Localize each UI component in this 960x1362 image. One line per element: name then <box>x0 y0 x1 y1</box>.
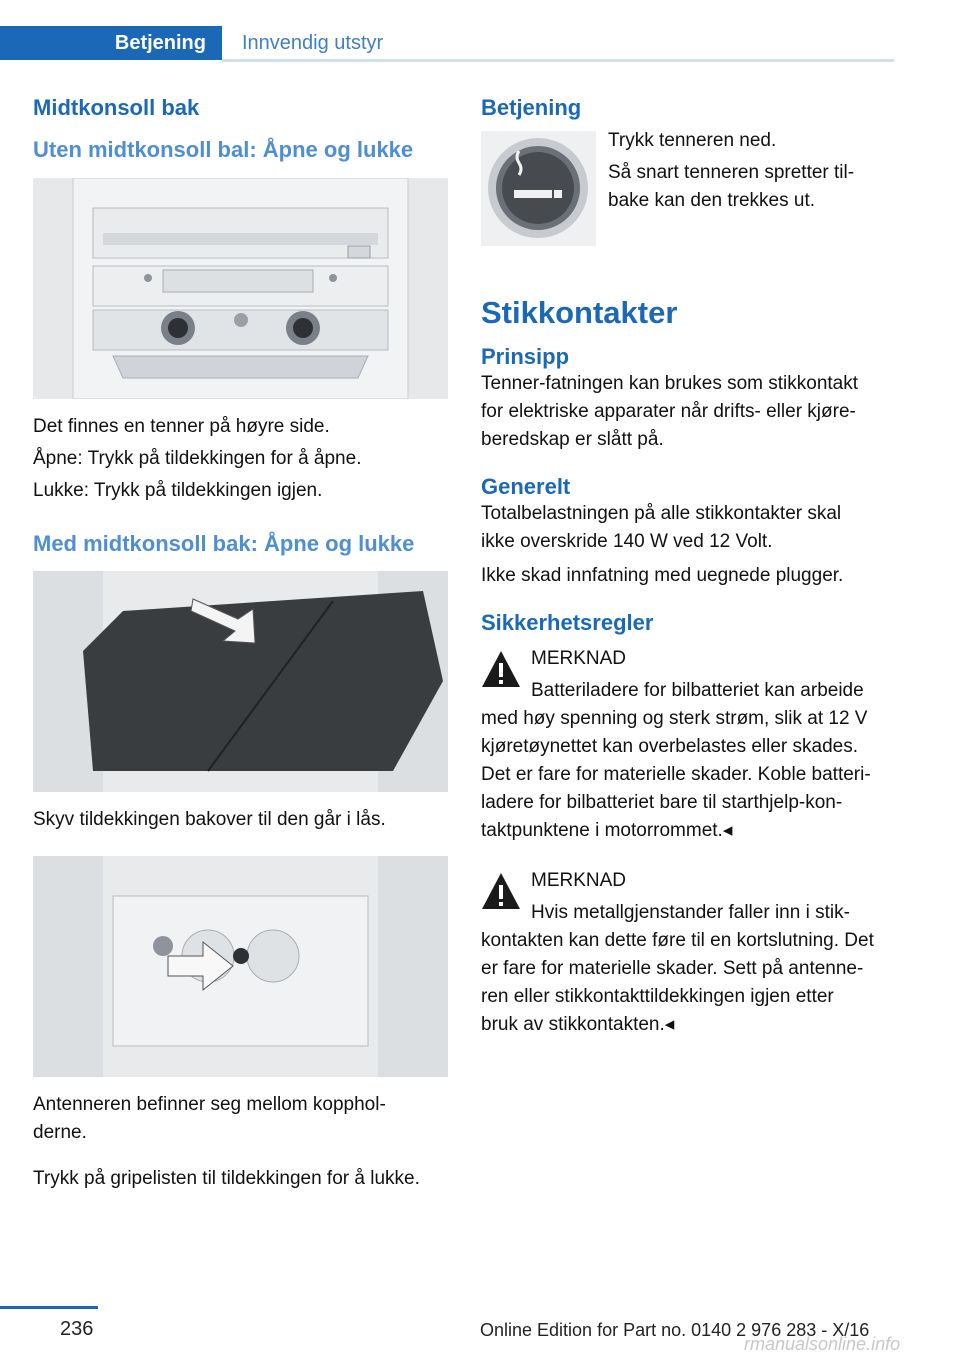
title-prinsipp: Prinsipp <box>481 343 570 369</box>
rear-console-image-1 <box>33 178 448 399</box>
rear-console-image-2 <box>33 571 448 792</box>
header-tabbar <box>0 26 894 62</box>
operation-block <box>481 131 895 246</box>
warning-triangle-icon <box>481 649 521 689</box>
warning-text-line: kontakten kan dette føre til en kortslutning. Det <box>481 929 874 951</box>
footer-rule <box>0 1306 98 1309</box>
tab-betjening[interactable]: Betjening <box>0 26 222 60</box>
text-close-grip: Trykk på gripelisten til tildekkingen for å lukke. <box>33 1168 420 1190</box>
warning-text-line: Det er fare for materielle skader. Koble batteri- <box>481 763 871 785</box>
footer-edition: Online Edition for Part no. 0140 2 976 283 - X/16 <box>480 1320 870 1340</box>
text-general-3: Ikke skad innfatning med uegnede plugger. <box>481 565 844 587</box>
text-pull-out-1: Så snart tenneren spretter til- <box>608 162 855 184</box>
warning-text-first: Batteriladere for bilbatteriet kan arbeide <box>531 679 864 701</box>
rear-console-illustration <box>33 178 448 399</box>
warning-label: MERKNAD <box>531 869 627 891</box>
text-lighter-location-2: derne. <box>33 1122 87 1144</box>
warning-text-line: kjøretøynettet kan overbelastes eller skades. <box>481 735 859 757</box>
title-stikkontakter: Stikkontakter <box>481 295 678 331</box>
warning-text-first: Hvis metallgjenstander faller inn i stik- <box>531 901 850 923</box>
watermark: rmanualsonline.info <box>744 1334 901 1354</box>
warning-text-line: er fare for materielle skader. Sett på antenne- <box>481 957 864 979</box>
warning-text-line: taktpunktene i motorrommet.◂ <box>481 819 733 841</box>
warning-text-line: ladere for bilbatteriet bare til starthjelp-kon- <box>481 791 843 813</box>
warning-label: MERKNAD <box>531 647 627 669</box>
title-operation: Betjening <box>481 95 582 120</box>
tab-underline <box>222 59 894 62</box>
warning-text-line: bruk av stikkontakten.◂ <box>481 1013 675 1035</box>
warning-block-2 <box>481 867 895 1039</box>
title-generelt: Generelt <box>481 473 571 499</box>
operation-text <box>608 127 854 246</box>
text-general-2: ikke overskride 140 W ved 12 Volt. <box>481 531 773 553</box>
cupholder-illustration <box>33 856 448 1077</box>
section-title-midtkonsoll: Midtkonsoll bak <box>33 95 200 120</box>
lighter-image <box>481 131 596 246</box>
right-column <box>481 95 895 1039</box>
lighter-icon <box>481 131 596 246</box>
title-sikkerhetsregler: Sikkerhetsregler <box>481 610 654 636</box>
left-column <box>33 95 448 1193</box>
warning-block-1 <box>481 645 895 845</box>
text-principle-1: Tenner-fatningen kan brukes som stikkontakt <box>481 372 859 394</box>
rear-console-image-3 <box>33 856 448 1077</box>
text-slide-cover: Skyv tildekkingen bakover til den går i lås. <box>33 809 386 831</box>
text-general-1: Totalbelastningen på alle stikkontakter skal <box>481 503 842 525</box>
text-press-lighter: Trykk tenneren ned. <box>608 130 777 152</box>
warning-text-line: med høy spenning og sterk strøm, slik at 12 V <box>481 707 868 729</box>
console-cover-illustration <box>33 571 448 792</box>
text-open: Åpne: Trykk på tildekkingen for å åpne. <box>33 447 362 469</box>
text-lighter-location-1: Antenneren befinner seg mellom kopphol- <box>33 1094 386 1116</box>
text-principle-2: for elektriske apparater når drifts- eller kjøre- <box>481 400 856 422</box>
subtitle-with-console: Med midtkonsoll bak: Åpne og lukke <box>33 530 415 556</box>
subtitle-without-console: Uten midtkonsoll bal: Åpne og lukke <box>33 137 414 163</box>
warning-text-line: ren eller stikkontakttildekkingen igjen etter <box>481 985 834 1007</box>
text-lighter-right: Det finnes en tenner på høyre side. <box>33 415 330 437</box>
warning-triangle-icon <box>481 871 521 911</box>
text-close: Lukke: Trykk på tildekkingen igjen. <box>33 479 323 501</box>
tab-innvendig-utstyr[interactable]: Innvendig utstyr <box>242 31 384 54</box>
text-principle-3: beredskap er slått på. <box>481 428 664 450</box>
text-pull-out-2: bake kan den trekkes ut. <box>608 190 816 212</box>
page-number: 236 <box>60 1318 94 1340</box>
